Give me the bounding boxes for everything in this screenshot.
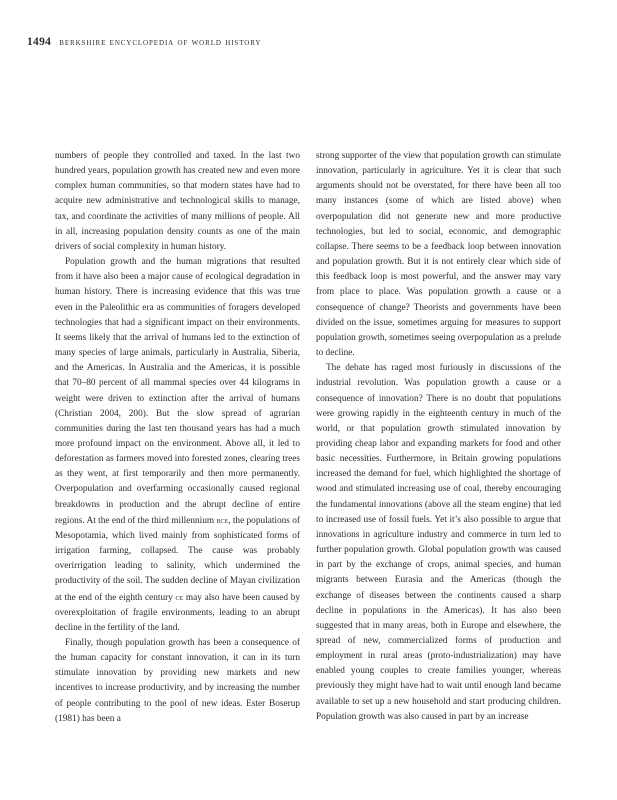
page-number: 1494 [27, 36, 52, 48]
paragraph: Finally, though population growth has been a consequence of the human capacity for constant innovation, it can in its turn stimulate innovation by providing new markets and new incentives to increase productivity, and by increasing the number of people contributing to the pool of new ideas. Ester Boserup (1981) has been a [55, 638, 300, 724]
right-column [316, 149, 561, 725]
paragraph: strong supporter of the view that population growth can stimulate innovation, particularly in agriculture. Yet it is clear that such arguments should not be overstated, for there have been all too many instances (some of which are listed above) when overpopulation did not generate new and more productive technologies, but led to social, economic, and demographic collapse. There seems to be a feedback loop between innovation and population growth. But it is not entirely clear which side of this feedback loop is most powerful, and the answer may vary from place to place. Was population growth a cause or a consequence of change? Theorists and governments have been divided on the issue, sometimes arguing for measures to support population growth, sometimes seeing overpopulation as a prelude to decline. [316, 151, 561, 359]
paragraph [55, 255, 300, 636]
era-abbreviation: ce [175, 591, 184, 602]
text-run: , the populations of Mesopotamia, which lived mainly from sophisticated forms of irrigation farming, collapsed. The cause was probably overirrigation leading to salinity, which undermined the productivity of the soil. The sudden decline of Mayan civilization at the end of the eighth century [55, 515, 300, 603]
text-run: may also have been caused by overexploitation of fragile environments, leading to an abrupt decline in the fertility of the land. [55, 592, 300, 633]
era-abbreviation: bce [216, 514, 229, 525]
text-run: Population growth and the human migrations that resulted from it have also been a major cause of ecological degradation in human history. There is increasing evidence that this was true even in the Paleolithic era as communities of foragers developed technologies that had a significant impact on their environments. It seems likely that the arrival of humans led to the extinction of many species of large animals, particularly in Australia, Siberia, and the Americas. In Australia and the Americas, it is possible that 70–80 percent of all mammal species over 44 kilograms in weight were driven to extinction after the arrival of humans (Christian 2004, 200). But the slow spread of agrarian communities during the last ten thousand years has had a much more profound impact on the environment. Above all, it led to deforestation as farmers moved into forested zones, clearing trees as they went, at first temporarily and then more permanently. Overpopulation and overfarming occasionally caused regional breakdowns in production and the abrupt decline of entire regions. At the end of the third millennium [55, 257, 300, 526]
paragraph: The debate has raged most furiously in discussions of the industrial revolution. Was population growth a cause or a consequence of innovation? There is no doubt that populations were growing rapidly in the eighteenth century in much of the world, or that population growth stimulated innovation by providing cheap labor and expanding markets for food and other basic necessities. Furthermore, in Britain growing populations increased the demand for fuel, which highlighted the shortage of wood and stimulated increasing use of coal, thereby encouraging the fundamental innovations (above all the steam engine) that led to increased use of fossil fuels. Yet it’s also possible to argue that innovations in agriculture industry and commerce in turn led to further population growth. Global population growth was caused in part by the exchange of crops, animal species, and human migrants between Eurasia and the Americas (though the exchange of diseases between the continents caused a sharp decline in populations in the Americas). It has also been suggested that in many areas, both in Europe and elsewhere, the spread of new, commercialized forms of production and employment in rural areas (proto-industrialization) may have enabled young couples to create families younger, whereas previously they might have had to wait until enough land became available to set up a new household and start producing children. Population growth was also caused in part by an increase [316, 363, 561, 722]
left-column [55, 149, 300, 727]
running-head [27, 36, 261, 48]
paragraph: numbers of people they controlled and taxed. In the last two hundred years, population growth has created new and even more complex human communities, so that modern states have had to acquire new administrative and technological skills to manage, tax, and coordinate the activities of many millions of people. All in all, increasing population density counts as one of the main drivers of social complexity in human history. [55, 151, 300, 252]
book-title: berkshire encyclopedia of world history [59, 37, 262, 48]
